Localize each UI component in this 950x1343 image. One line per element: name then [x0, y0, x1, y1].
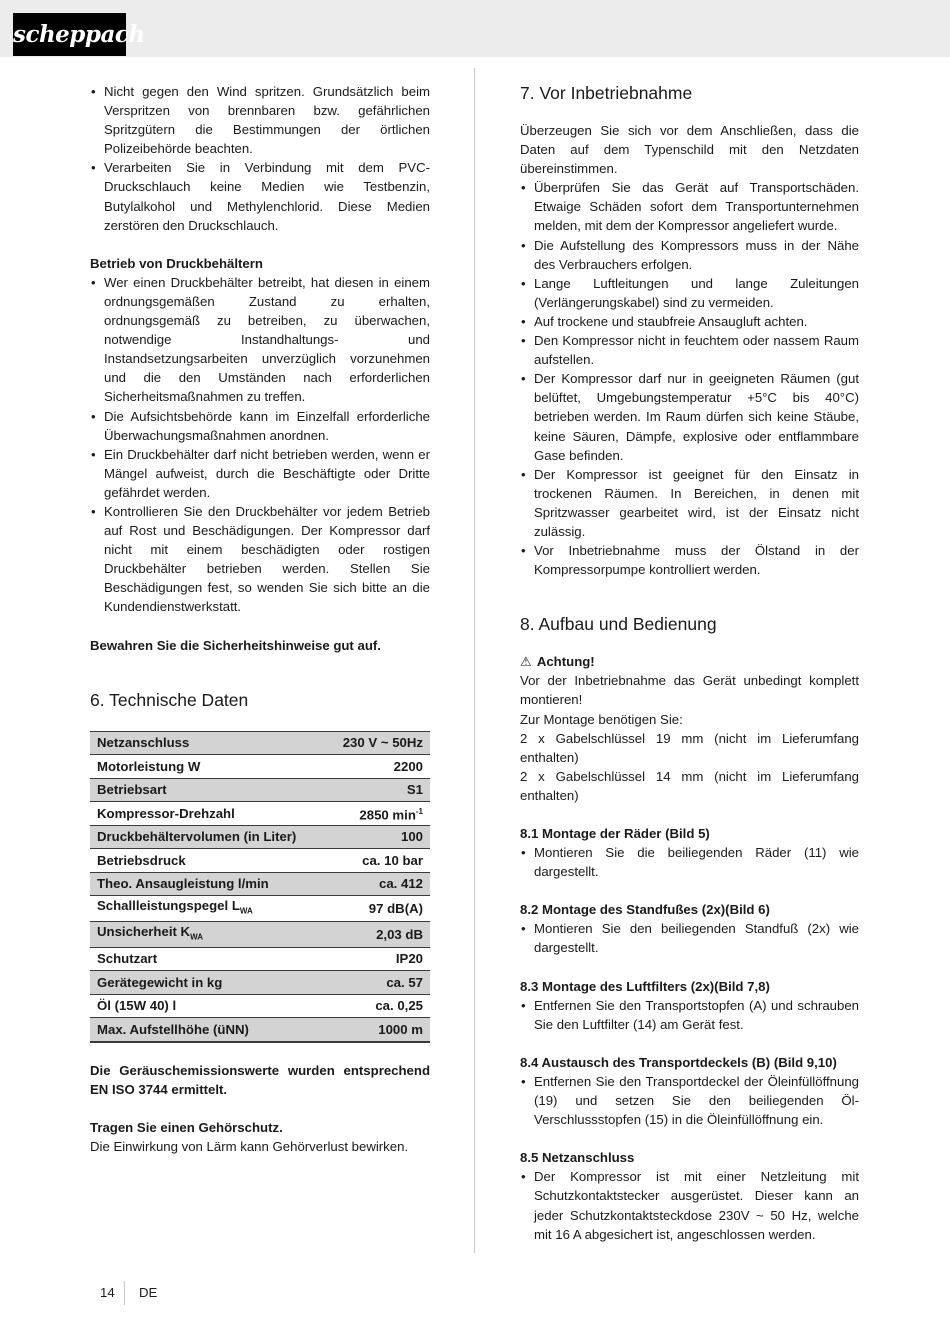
- row-label: Netzanschluss: [90, 731, 326, 755]
- list-item: • Kontrollieren Sie den Druckbehälter vor jedem Betrieb auf Rost und Beschädigungen. Der Kompressor darf nicht mit einem beschädigten oder rostigen Druckbehälter betrieben werden. Stellen Sie Beschädigungen fest, so wenden Sie sich bitte an die Kundendienstwerkstatt.: [90, 502, 430, 617]
- row-value: 97 dB(A): [326, 896, 430, 922]
- label-text: Schallleistungspegel L: [97, 898, 240, 914]
- list-item: • Wer einen Druckbehälter betreibt, hat diesen in einem ordnungsgemäßen Zustand zu erhalten, ordnungsgemäß zu betreiben, zu überwachen, notwendige Instandhaltungs- und Instandsetzungsarbeiten unverzüglich vorzunehmen und die den Umständen nach erforderlichen Sicherheitsmaßnahmen zu treffen.: [90, 273, 430, 407]
- list-item: • Lange Luftleitungen und lange Zuleitungen (Verlängerungskabel) sind zu vermeiden.: [520, 274, 859, 312]
- row-label: Theo. Ansaugleistung l/min: [90, 872, 326, 896]
- section-7-bullet-list: [520, 178, 859, 579]
- page-number: 14: [100, 1285, 115, 1300]
- row-label: [90, 921, 326, 947]
- label-subscript: WA: [190, 932, 203, 942]
- table-row: [90, 994, 430, 1018]
- list-item: • Den Kompressor nicht in feuchtem oder nassem Raum aufstellen.: [520, 331, 859, 369]
- table-row: [90, 896, 430, 922]
- footer-separator: [124, 1281, 125, 1305]
- row-value: ca. 10 bar: [326, 849, 430, 873]
- row-value: 100: [326, 825, 430, 849]
- list-item: • Überprüfen Sie das Gerät auf Transportschäden. Etwaige Schäden sofort dem Transportunternehmen melden, mit dem der Kompressor angeliefert wurde.: [520, 178, 859, 235]
- list-item: • Entfernen Sie den Transportdeckel der Öleinfüllöffnung (19) und setzen Sie den beiliegenden Öl- Verschlussstopfen (15) in die Öleinfüllöffnung ein.: [520, 1072, 859, 1129]
- table-row: [90, 971, 430, 995]
- value-text: 2850 min: [359, 807, 416, 823]
- list-item: • Vor Inbetriebnahme muss der Ölstand in der Kompressorpumpe kontrolliert werden.: [520, 541, 859, 579]
- list-item: • Montieren Sie die beiliegenden Räder (11) wie dargestellt.: [520, 843, 859, 881]
- list-item: • Entfernen Sie den Transportstopfen (A) und schrauben Sie den Luftfilter (14) am Gerät fest.: [520, 996, 859, 1034]
- row-value: [326, 802, 430, 826]
- label-text: Unsicherheit K: [97, 923, 191, 939]
- row-label: Öl (15W 40) l: [90, 994, 326, 1018]
- section-8-3-list: [520, 996, 859, 1034]
- language-code: DE: [139, 1285, 158, 1300]
- table-row: [90, 778, 430, 802]
- table-row: [90, 947, 430, 971]
- row-value: 230 V ~ 50Hz: [326, 731, 430, 755]
- hearing-protection-heading: Tragen Sie einen Gehörschutz.: [90, 1119, 283, 1135]
- list-item: • Die Aufstellung des Kompressors muss in der Nähe des Verbrauchers erfolgen.: [520, 236, 859, 274]
- hearing-protection-text: Die Einwirkung von Lärm kann Gehörverlust bewirken.: [90, 1138, 409, 1154]
- table-row: [90, 921, 430, 947]
- table-row: [90, 872, 430, 896]
- right-column: [520, 82, 859, 1244]
- value-superscript: -1: [415, 807, 423, 817]
- row-value: ca. 412: [326, 872, 430, 896]
- row-value: 1000 m: [326, 1018, 430, 1042]
- section-8-1-list: [520, 843, 859, 881]
- section-8-1-heading: 8.1 Montage der Räder (Bild 5): [520, 826, 710, 841]
- column-divider: [474, 68, 475, 1253]
- section-8-3-heading: 8.3 Montage des Luftfilters (2x)(Bild 7,8): [520, 978, 770, 994]
- list-item: • Auf trockene und staubfreie Ansaugluft achten.: [520, 312, 859, 331]
- section-8-5-heading: 8.5 Netzanschluss: [520, 1150, 635, 1166]
- section-7-title: 7. Vor Inbetriebnahme: [520, 83, 693, 103]
- table-row: [90, 849, 430, 873]
- list-item: • Der Kompressor ist mit einer Netzleitung mit Schutzkontaktstecker ausgerüstet. Dieser kann an jeder Schutzkontaktsteckdose 230V ~ 50 Hz, welche mit 16 A abgesichert ist, angeschlossen werden.: [520, 1167, 859, 1243]
- row-label: Betriebsart: [90, 778, 326, 802]
- tech-data-title: 6. Technische Daten: [90, 689, 249, 710]
- table-row: [90, 802, 430, 826]
- row-label: Max. Aufstellhöhe (üNN): [90, 1018, 326, 1042]
- attention-label: Achtung!: [536, 654, 595, 670]
- pressure-bullet-list: [90, 273, 430, 617]
- section-8-intro-line: 2 x Gabelschlüssel 14 mm (nicht im Lieferumfang enthalten): [520, 768, 859, 803]
- warning-triangle-icon: ⚠: [520, 654, 532, 670]
- table-row: [90, 1018, 430, 1042]
- row-value: S1: [326, 778, 430, 802]
- section-8-intro-line: Vor der Inbetriebnahme das Gerät unbedingt komplett montieren!: [520, 673, 859, 708]
- tech-data-table: [90, 731, 430, 1043]
- section-8-4-list: [520, 1072, 859, 1129]
- row-value: 2200: [326, 755, 430, 779]
- section-8-intro-line: Zur Montage benötigen Sie:: [520, 711, 683, 727]
- section-7-intro: Überzeugen Sie sich vor dem Anschließen, dass die Daten auf dem Typenschild mit den Netzdaten übereinstimmen.: [520, 123, 859, 177]
- section-8-2-heading: 8.2 Montage des Standfußes (2x)(Bild 6): [520, 902, 770, 918]
- section-8-5-list: [520, 1167, 859, 1243]
- table-row: [90, 731, 430, 755]
- list-item: • Montieren Sie den beiliegenden Standfuß (2x) wie dargestellt.: [520, 919, 859, 957]
- row-label: Motorleistung W: [90, 755, 326, 779]
- label-subscript: WA: [239, 906, 253, 916]
- list-item: • Nicht gegen den Wind spritzen. Grundsätzlich beim Verspritzen von brennbaren bzw. gefährlichen Spritzgütern die Bestimmungen der örtlichen Polizeibehörde beachten.: [90, 82, 430, 158]
- row-value: IP20: [326, 947, 430, 971]
- row-label: Kompressor-Drehzahl: [90, 802, 326, 826]
- section-8-4-heading: 8.4 Austausch des Transportdeckels (B) (Bild 9,10): [520, 1054, 837, 1070]
- table-row: [90, 825, 430, 849]
- section-8-intro-line: 2 x Gabelschlüssel 19 mm (nicht im Lieferumfang enthalten): [520, 730, 859, 765]
- row-label: Gerätegewicht in kg: [90, 971, 326, 995]
- list-item: • Die Aufsichtsbehörde kann im Einzelfall erforderliche Überwachungsmaßnahmen anordnen.: [90, 407, 430, 445]
- left-column: [90, 82, 430, 1156]
- list-item: • Ein Druckbehälter darf nicht betrieben werden, wenn er Mängel aufweist, durch die Beschäftigte oder Dritte gefährdet werden.: [90, 445, 430, 502]
- table-row: [90, 755, 430, 779]
- row-label: Betriebsdruck: [90, 849, 326, 873]
- pressure-heading: Betrieb von Druckbehältern: [90, 255, 263, 271]
- row-label: Schutzart: [90, 947, 326, 971]
- header-bar: [0, 0, 950, 57]
- row-value: 2,03 dB: [326, 921, 430, 947]
- section-8-2-list: [520, 919, 859, 957]
- row-label: Druckbehältervolumen (in Liter): [90, 825, 326, 849]
- section-8-title: 8. Aufbau und Bedienung: [520, 614, 717, 635]
- intro-bullet-list: [90, 82, 430, 235]
- keep-instructions-note: Bewahren Sie die Sicherheitshinweise gut auf.: [90, 637, 381, 653]
- row-label: [90, 896, 326, 922]
- row-value: ca. 57: [326, 971, 430, 995]
- row-value: ca. 0,25: [326, 994, 430, 1018]
- list-item: • Der Kompressor ist geeignet für den Einsatz in trockenen Räumen. In Bereichen, in denen mit Spritzwasser gearbeitet wird, ist der Einsatz nicht zulässig.: [520, 465, 859, 541]
- noise-emission-note: Die Geräuschemissionswerte wurden entsprechend EN ISO 3744 ermittelt.: [90, 1062, 430, 1097]
- scheppach-logo: scheppach: [13, 13, 126, 56]
- list-item: • Der Kompressor darf nur in geeigneten Räumen (gut belüftet, Umgebungstemperatur +5°C bis 40°C) betrieben werden. Im Raum dürfen sich keine Stäube, keine Säuren, Dämpfe, explosive oder entflammbare Gase befinden.: [520, 369, 859, 464]
- attention-line: [520, 652, 859, 671]
- list-item: • Verarbeiten Sie in Verbindung mit dem PVC-Druckschlauch keine Medien wie Testbenzin, Butylalkohol und Methylenchlorid. Diese Medien zerstören den Druckschlauch.: [90, 158, 430, 234]
